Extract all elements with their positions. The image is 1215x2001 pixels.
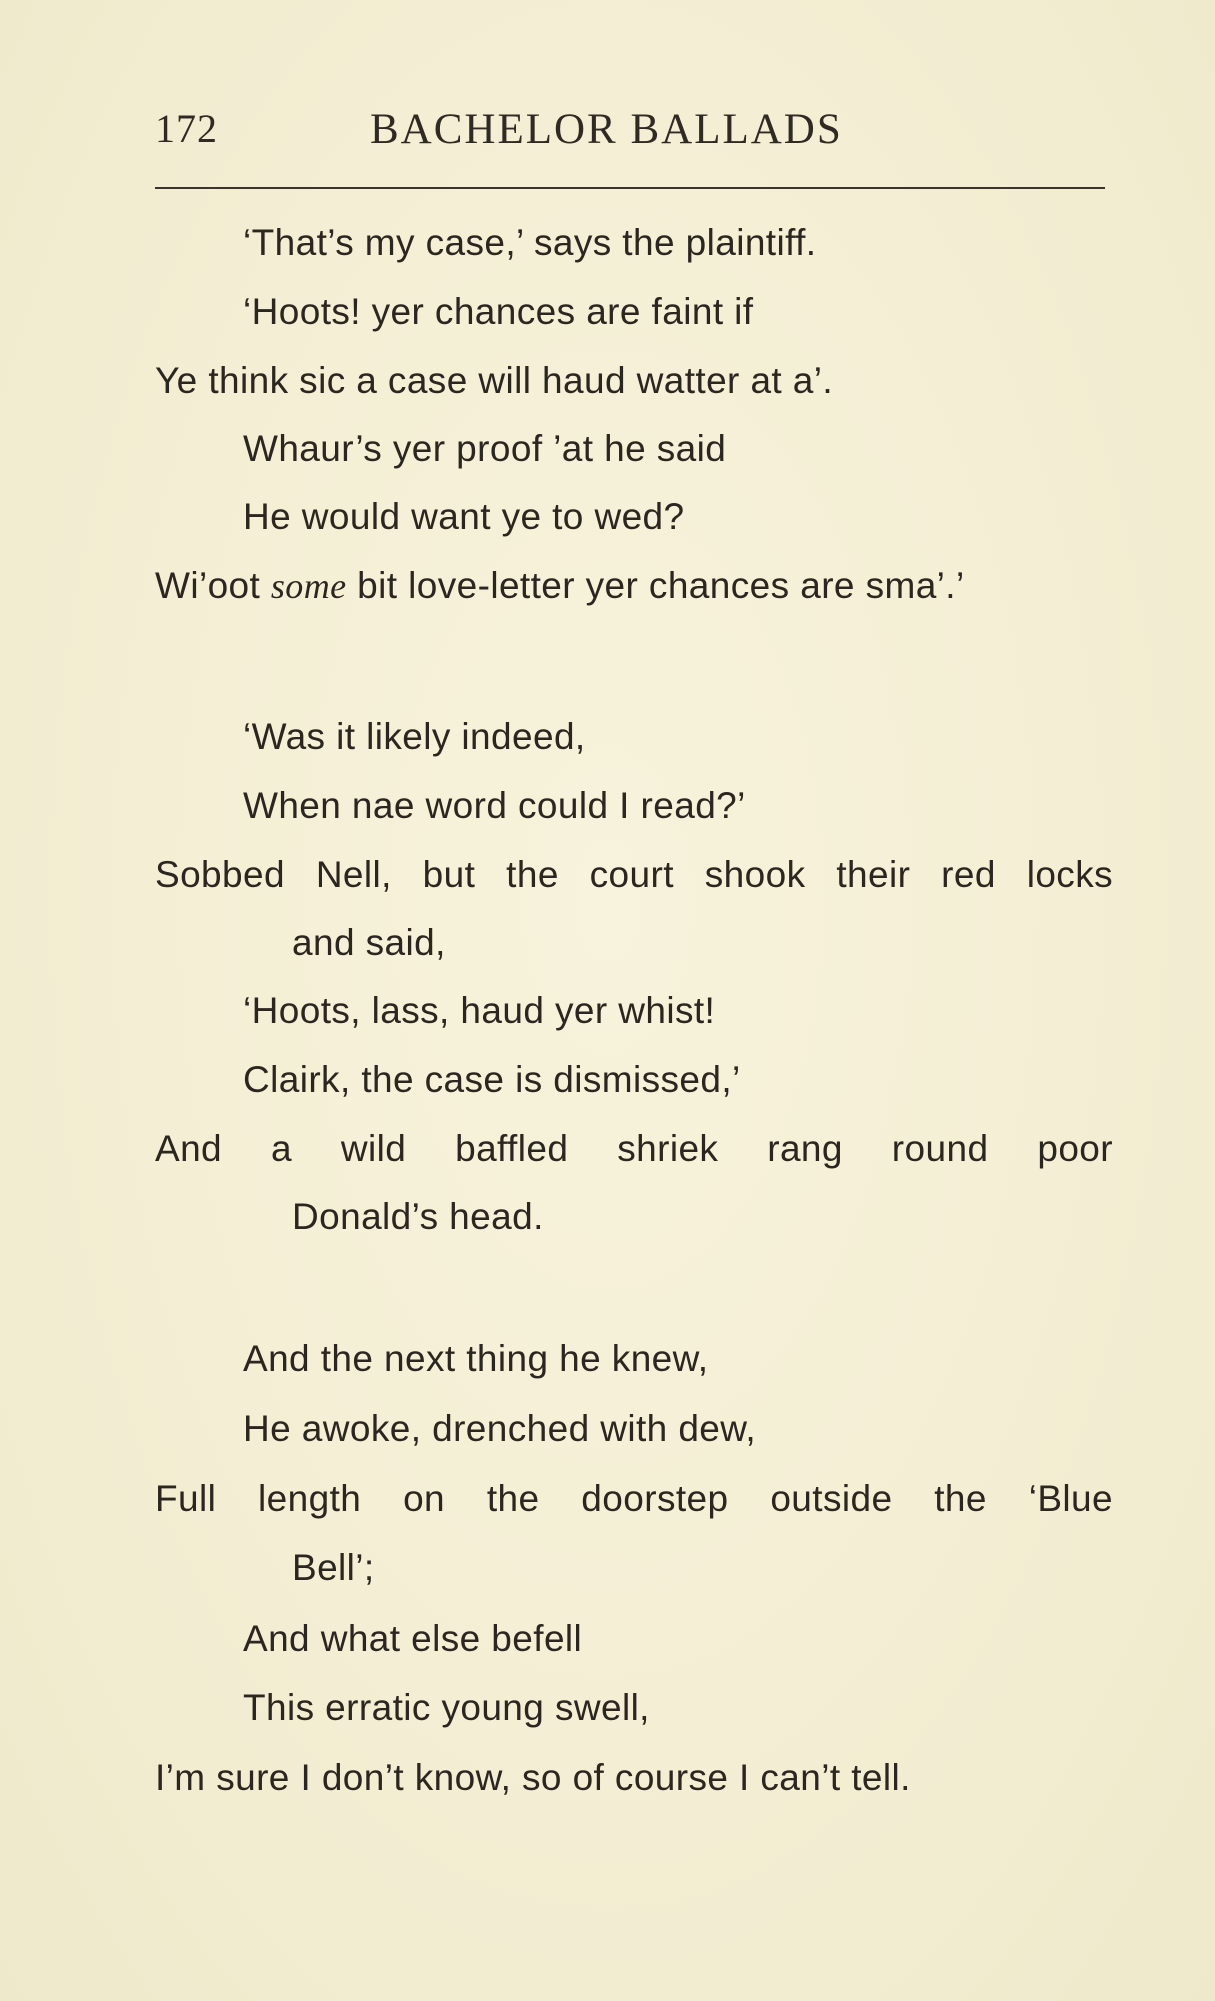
verse-line: ‘That’s my case,’ says the plaintiff. [243,222,817,263]
verse-line [155,565,965,607]
verse-line: Whaur’s yer proof ’at he said [243,428,727,469]
header-rule [155,187,1105,189]
running-head: BACHELOR BALLADS [370,106,843,153]
verse-line-continuation: and said, [292,922,446,963]
verse-line: And a wild baffled shriek rang round poor [155,1128,1113,1169]
italic-word: some [270,566,347,606]
verse-line: And the next thing he knew, [243,1338,709,1379]
verse-line: I’m sure I don’t know, so of course I can’t tell. [155,1757,911,1798]
verse-line: Ye think sic a case will haud watter at a’. [155,360,834,401]
verse-line: He would want ye to wed? [243,496,685,537]
verse-line: He awoke, drenched with dew, [243,1408,757,1449]
verse-line: Full length on the doorstep outside the ‘Blue [155,1478,1113,1519]
verse-line: And what else befell [243,1618,583,1659]
verse-line: ‘Hoots! yer chances are faint if [243,291,754,332]
verse-line: This erratic young swell, [243,1687,650,1728]
verse-line: When nae word could I read?’ [243,785,746,826]
page-header [0,105,1215,165]
verse-line: Sobbed Nell, but the court shook their red locks [155,854,1113,895]
verse-line: ‘Was it likely indeed, [243,716,586,757]
page-number: 172 [155,106,218,151]
verse-line: ‘Hoots, lass, haud yer whist! [243,990,716,1031]
verse-text: bit love-letter yer chances are sma’.’ [346,565,965,606]
verse-line-continuation: Bell’; [292,1547,375,1588]
verse-line: Clairk, the case is dismissed,’ [243,1059,741,1100]
verse-line-continuation: Donald’s head. [292,1196,544,1237]
verse-text: Wi’oot [155,565,271,606]
